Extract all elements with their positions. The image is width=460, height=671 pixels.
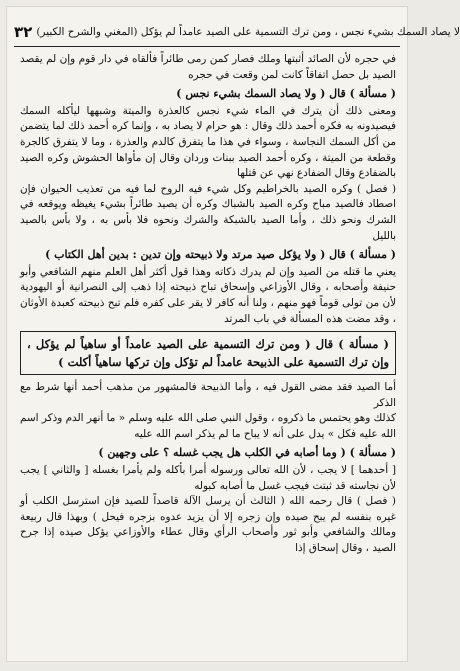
page-number: ٣٢ <box>14 23 33 41</box>
book-page <box>6 6 460 662</box>
paragraph: في حجره لأن الصائد أثبتها وملك فصار كمن رمى طائراً فألقاه في دار قوم وإن لم يقصد الصيد بل حصل اتفاقاً كانت لمن وقعت في حجره <box>20 53 396 81</box>
boxed-section-heading: ( مسألة ) قال ( ومن ترك التسمية على الصيد عامداً أو ساهياً لم يؤكل ، وإن ترك التسمية على الذبيحة عامداً لم تؤكل وإن تركها ساهياً أكلت ) <box>20 331 396 375</box>
page-header <box>14 20 460 44</box>
paragraph: ومعنى ذلك أن يترك في الماء شيء نجس كالعذرة والميتة وشبهها ليأكله السمك فيصيدونه به فكره أحمد ذلك وقال : هو حرام لا يصاد به ، وإنما كره أحمد ذلك لما يتضمن من أكل السمك النجاسة ، وسواء في هذا ما يتفرق كالدم والعذرة ، وما لا يتفرق كالجرة وقطعة من الميتة ، وكره أحمد الصيد ببنات وردان وقال إن مأواها الحشوش وكره الصيد بالضفادع وقال الضفادع نهي عن قتلها <box>20 104 396 180</box>
running-title: لا يصاد السمك بشيء نجس ، ومن ترك التسمية على الصيد عامداً لم يؤكل (المغني والشرح الكبير) <box>36 26 460 38</box>
header-rule <box>14 46 400 47</box>
body-text <box>20 52 396 557</box>
paragraph: [ أحدهما ] لا يجب ، لأن الله تعالى ورسوله أمرا بأكله ولم يأمرا بغسله [ والثاني ] يجب لأن نجاسته قد ثبتت فيجب غسل ما أصابه كبوله <box>20 464 396 492</box>
paragraph: ( فصل ) قال رحمه الله ( الثالث أن يرسل الآلة قاصداً للصيد فإن استرسل الكلب أو غيره بنفسه لم يبح صيده وإن زجره إلا أن يزيد عدوه بزجره فيحل ) وبهذا قال ربيعة ومالك والشافعي وأبو ثور وأصحاب الرأي وقال عطاء والأوزاعي يؤكل صيده إذا جرح الصيد ، وقال إسحاق إذا <box>20 495 396 555</box>
paragraph: يعني ما قتله من الصيد وإن لم يدرك ذكاته وهذا قول أكثر أهل العلم منهم الشافعي وأبو حنيفة وأصحابه ، وقال الأوزاعي وإسحاق تباح ذبيحته إذا ذهب إلى النصرانية أو اليهودية لأن من تولى قوماً فهو منهم ، ولنا أنه كافر لا يقر على كفره فلم تبح ذبيحته كعبدة الأوثان ، وقد مضت هذه المسألة في باب المرتد <box>20 265 396 325</box>
paragraph: أما الصيد فقد مضى القول فيه ، وأما الذبيحة فالمشهور من مذهب أحمد أنها شرط مع الذكر <box>20 381 396 409</box>
paragraph: كذلك وهو يحتمس ما ذكروه ، وقول النبي صلى الله عليه وسلم « ما أنهر الدم وذكر اسم الله عليه فكل » يدل على أنه لا يباح ما لم يذكر اسم الله عليه <box>20 412 396 440</box>
section-heading: ( مسألة ) ( وما أصابه في الكلب هل يجب غسله ؟ على وجهين ) <box>98 446 396 460</box>
paragraph: ( فصل ) وكره الصيد بالخراطيم وكل شيء فيه الروح لما فيه من تعذيب الحيوان فإن اصطاد فالصيد مباح وكره الصيد بالشباك وكره أن يصيد طائراً بشيء يغيظه ويوقعه في الشرك ونحو ذلك ، وأما الصيد بالشبكة والشرك ونحوه فلا بأس به ، ولا بأس بالصيد بالليل <box>20 182 396 242</box>
section-heading: ( مسألة ) قال ( ولا يصاد السمك بشيء نجس ) <box>176 87 396 101</box>
section-heading: ( مسألة ) قال ( ولا يؤكل صيد مرتد ولا ذبيحته وإن تدين : بدين أهل الكتاب ) <box>45 248 396 262</box>
